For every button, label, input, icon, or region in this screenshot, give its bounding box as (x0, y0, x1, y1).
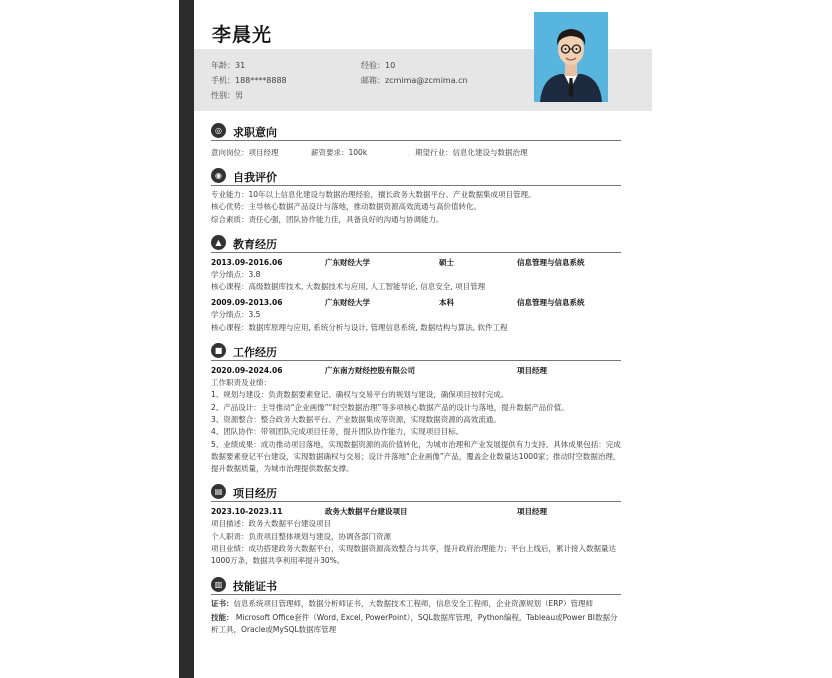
work-line: 4、团队协作：带领团队完成项目任务，提升团队协作能力，实现项目目标。 (211, 427, 464, 437)
edu-school: 广东财经大学 (325, 257, 370, 267)
work-period: 2020.09-2024.06 (211, 366, 283, 376)
project-line: 项目业绩：成功搭建政务大数据平台，实现数据资源高效整合与共享，提升政府治理能力；平台上线后，累计接入数据量达1000万条，数据共享利用率提升30%。 (211, 544, 616, 566)
profile-photo (534, 12, 608, 102)
self-line: 核心优势：主导核心数据产品设计与落地，推动数据资源高效流通与高价值转化。 (211, 202, 481, 212)
section-title: 自我评价 (233, 171, 277, 184)
email-field: 邮箱：zcmima@zcmima.cn (361, 76, 468, 85)
project-period: 2023.10-2023.11 (211, 507, 283, 517)
work-entry (211, 364, 621, 475)
intent-industry: 期望行业：信息化建设与数据治理 (415, 148, 528, 157)
section-header-education (211, 234, 621, 253)
cert-label: 证书： (211, 598, 234, 608)
education-row (211, 296, 621, 309)
intent-row (211, 146, 621, 159)
edu-major: 信息管理与信息系统 (517, 298, 585, 308)
section-header-skills (211, 576, 621, 595)
section-header-work (211, 342, 621, 361)
education-entry (211, 256, 621, 294)
resume-page (194, 0, 652, 678)
section-header-intent (211, 122, 621, 141)
project-row (211, 505, 621, 518)
gender-field: 性别：男 (211, 91, 243, 100)
project-entry (211, 505, 621, 567)
intent-position: 意向岗位：项目经理 (211, 148, 279, 157)
sidebar-stripe (179, 0, 194, 678)
self-evaluation (211, 189, 621, 226)
section-title: 教育经历 (233, 237, 277, 251)
bulb-icon: ◉ (211, 168, 226, 183)
edu-degree: 硕士 (439, 257, 454, 267)
skill-label: 技能： (211, 612, 234, 622)
intent-salary: 薪资要求：100k (311, 148, 368, 157)
briefcase-icon: ■ (211, 343, 226, 358)
experience-field: 经验：10 (361, 61, 396, 70)
cert-text: 信息系统项目管理师，数据分析师证书，大数据技术工程师，信息安全工程师，企业资源规划（ERP）管理师 (233, 598, 593, 608)
skills-entry (211, 598, 621, 637)
skill-line (211, 612, 621, 637)
phone-field: 手机：188****8888 (211, 76, 287, 85)
edu-major: 信息管理与信息系统 (517, 257, 585, 267)
project-role: 项目经理 (517, 507, 547, 517)
section-title: 项目经历 (233, 487, 277, 501)
work-line: 1、规划与建设：负责数据要素登记、确权与交易平台的规划与建设，确保项目按时完成。 (211, 390, 509, 400)
project-line: 个人职责：负责项目整体规划与建设，协调各部门资源 (211, 531, 391, 541)
project-name: 政务大数据平台建设项目 (325, 507, 408, 517)
work-line: 工作职责及业绩： (211, 378, 271, 388)
self-line: 专业能力：10年以上信息化建设与数据治理经验，擅长政务大数据平台、产业数据集成项目管理。 (211, 190, 536, 199)
education-row (211, 256, 621, 269)
section-header-self (211, 167, 621, 186)
education-entry (211, 296, 621, 334)
work-line: 2、产品设计：主导推动“企业画像”“时空数据治理”等多项核心数据产品的设计与落地，提升数据产品价值。 (211, 402, 569, 412)
edu-period: 2013.09-2016.06 (211, 257, 283, 267)
edu-period: 2009.09-2013.06 (211, 298, 283, 308)
edu-courses: 核心课程：高级数据库技术, 大数据技术与应用, 人工智能导论, 信息安全, 项目管理 (211, 282, 486, 292)
edu-gpa: 学分绩点：3.8 (211, 269, 261, 279)
section-title: 工作经历 (233, 346, 277, 360)
edu-courses: 核心课程：数据库原理与应用, 系统分析与设计, 管理信息系统, 数据结构与算法, 软件工程 (211, 322, 508, 332)
age-field: 年龄：31 (211, 61, 246, 70)
section-title: 技能证书 (233, 579, 277, 593)
project-line: 项目描述：政务大数据平台建设项目 (211, 519, 331, 529)
skill-text: Microsoft Office套件（Word, Excel, PowerPoint），SQL数据库管理，Python编程，Tableau或Power BI数据分析工具，Oracle或MySQL数据库管理 (211, 612, 618, 635)
section-title: 求职意向 (233, 126, 277, 139)
edu-gpa: 学分绩点：3.5 (211, 310, 261, 320)
work-row (211, 364, 621, 377)
clipboard-icon: ▤ (211, 484, 226, 499)
section-header-project (211, 483, 621, 502)
work-line: 3、资源整合：整合政务大数据平台、产业数据集成等资源，实现数据资源的高效流通。 (211, 414, 501, 424)
work-line: 5、业绩成果：成功推动项目落地，实现数据资源的高价值转化，为城市治理和产业发展提供有力支持。具体成果包括：完成数据要素登记平台建设，实现数据确权与交易；设计并落地“企业画像”产品，覆盖企业数量达1000家；推动时空数据治理，提升数据质量，为城市治理提供数据支撑。 (211, 439, 621, 474)
work-role: 项目经理 (517, 366, 547, 376)
resume-content (211, 120, 621, 637)
edu-degree: 本科 (439, 298, 454, 308)
graduation-cap-icon: ▲ (211, 235, 226, 250)
self-line: 综合素质：责任心强，团队协作能力佳，具备良好的沟通与协调能力。 (211, 214, 444, 224)
edu-school: 广东财经大学 (325, 298, 370, 308)
candidate-name: 李晨光 (212, 24, 273, 46)
target-icon: ◎ (211, 123, 226, 138)
work-company: 广东南方财经控股有限公司 (325, 366, 415, 376)
cert-line (211, 598, 621, 610)
book-icon: ▥ (211, 577, 226, 592)
